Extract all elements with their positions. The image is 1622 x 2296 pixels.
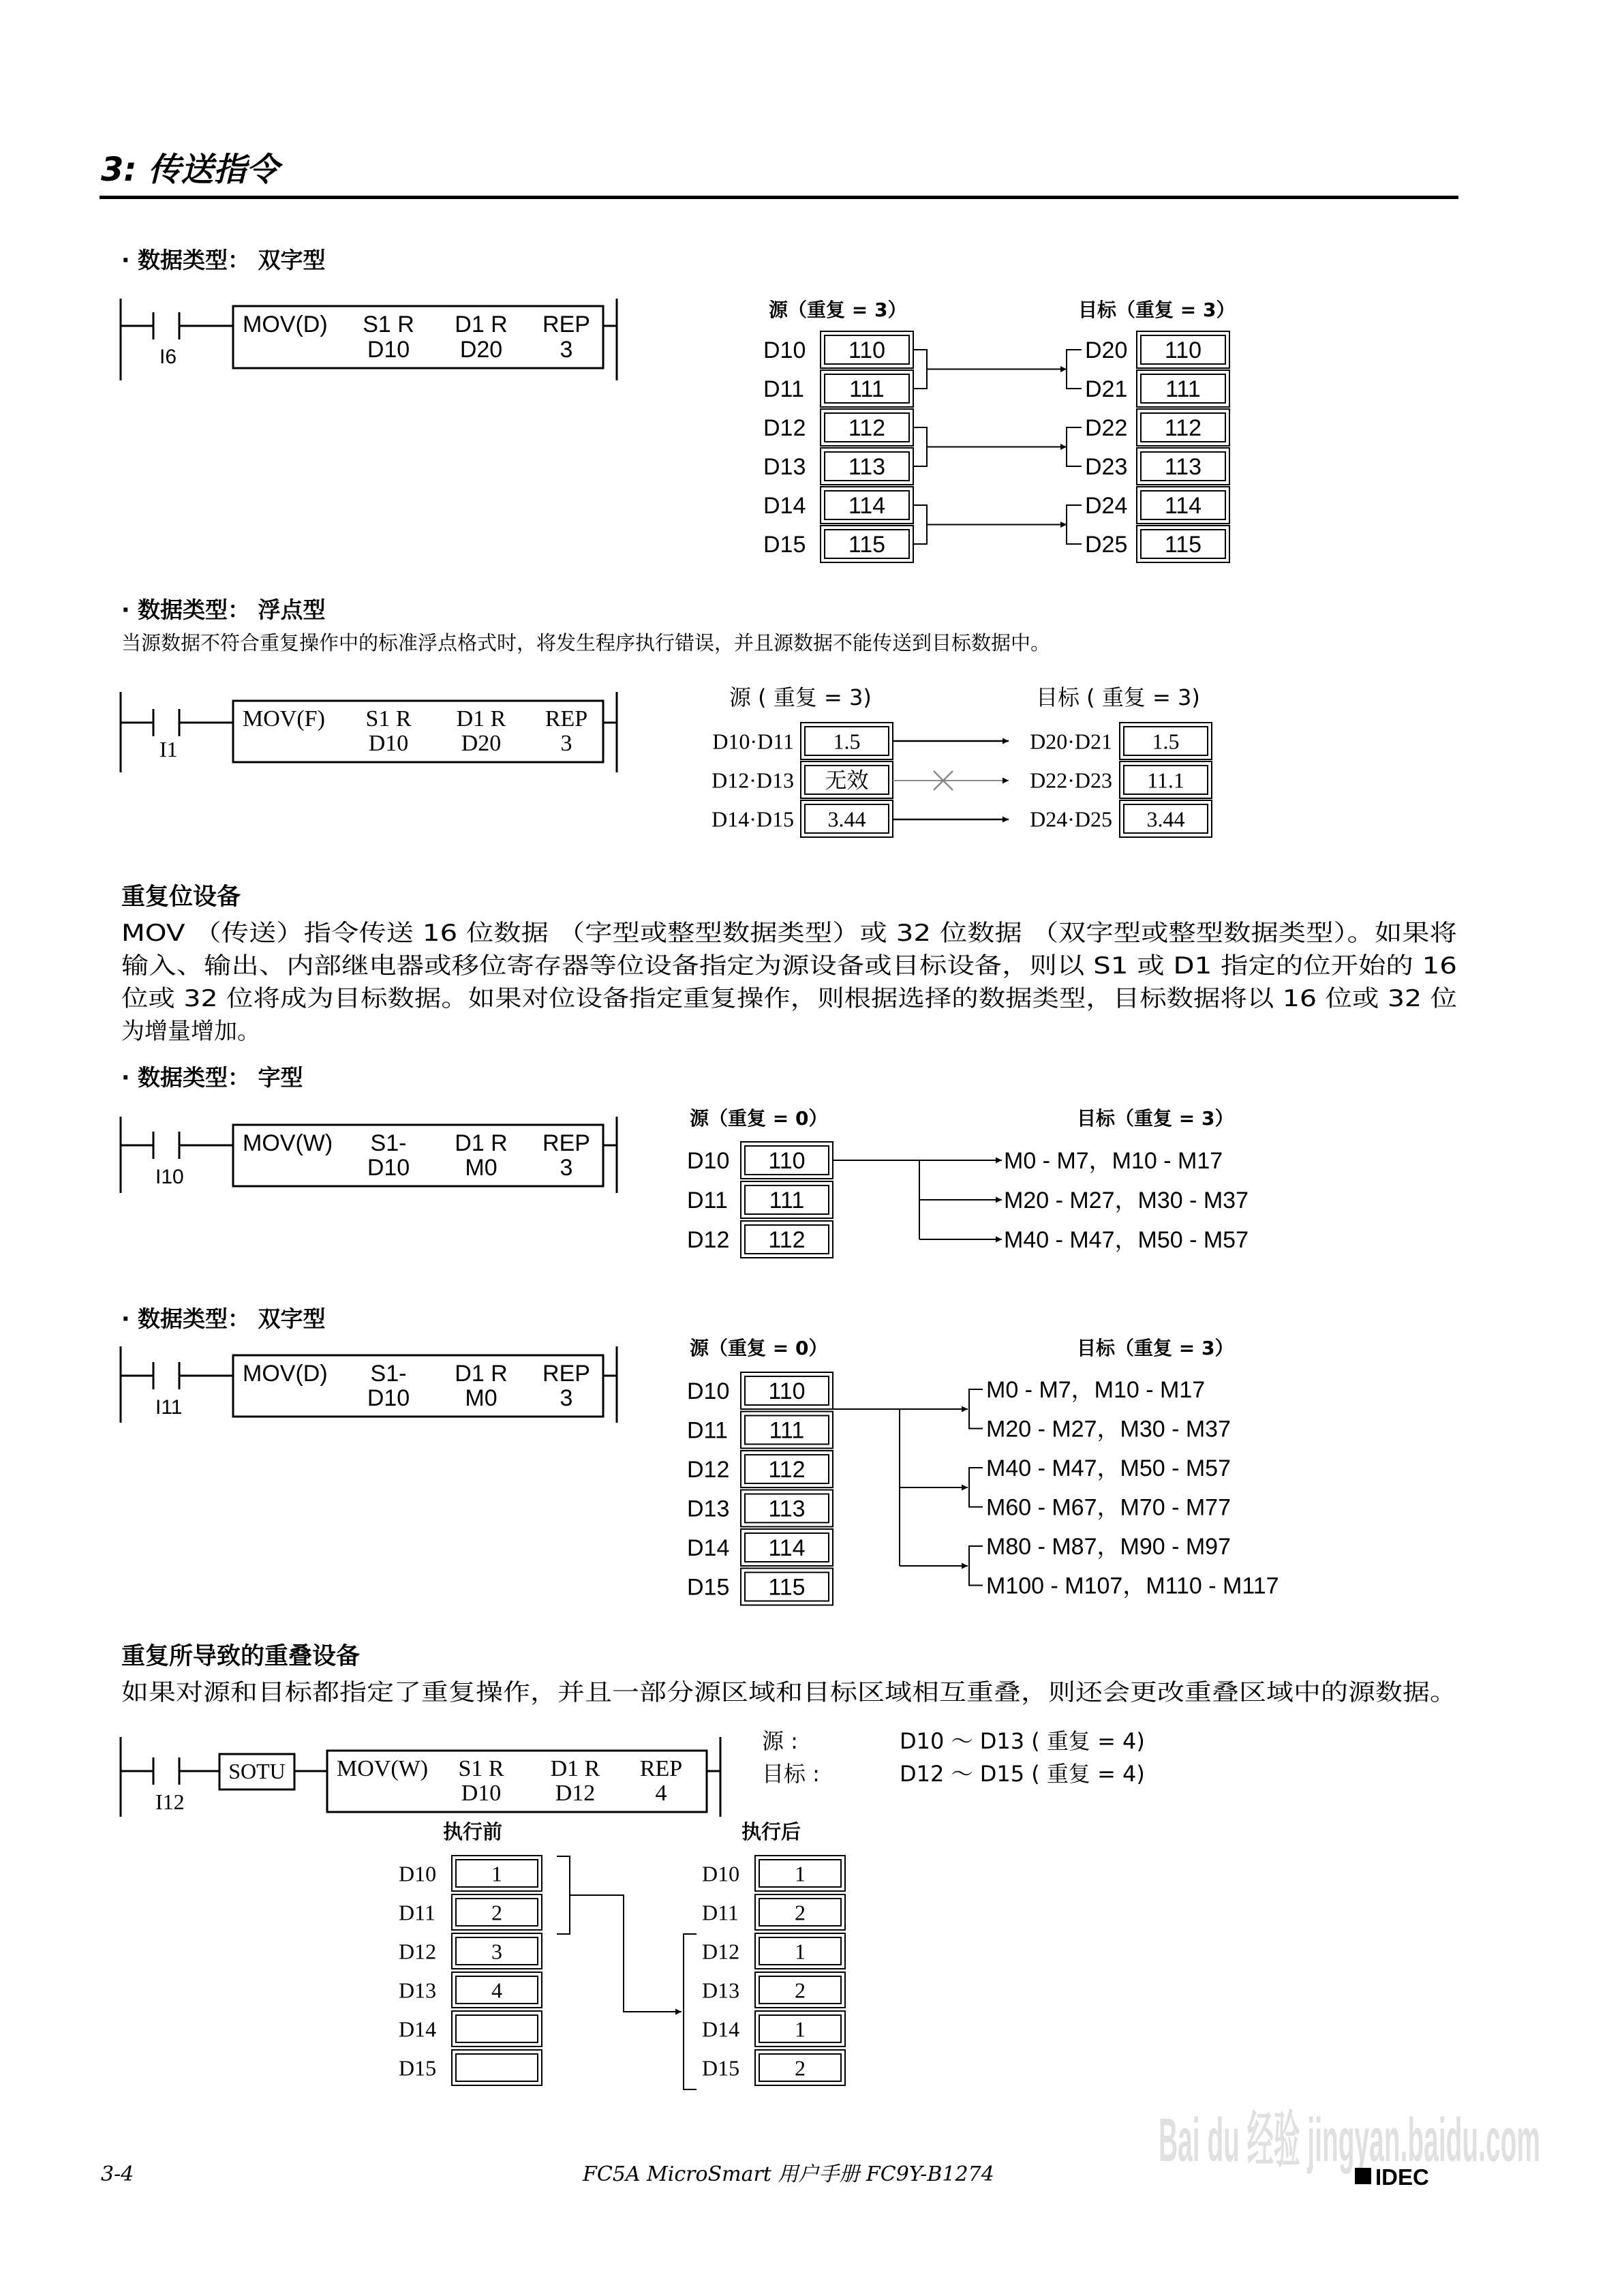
- sec4-dest-range: M0 - M7，M10 - M17: [1004, 1148, 1223, 1174]
- sec2-op3-b: 3: [560, 731, 572, 756]
- sec4-dest-range: M20 - M27，M30 - M37: [1004, 1188, 1249, 1213]
- sec2-dst-title: 目标 ( 重复 = 3): [1036, 684, 1200, 710]
- after-row: [702, 1856, 845, 1891]
- sec2-dst-row: [1030, 800, 1212, 837]
- sec4-src-row: [687, 1181, 833, 1218]
- sec1-dst-register-value: 114: [1164, 493, 1202, 519]
- sec1-src-register-label: D11: [763, 376, 804, 403]
- sec1-op1-a: S1 R: [363, 312, 414, 337]
- sec4-op2-a: D1 R: [455, 1130, 508, 1156]
- sec2-ladder-diagram: [121, 692, 617, 772]
- sec6-heading: 重复所导致的重叠设备: [121, 1643, 361, 1670]
- sec1-dst-register-label: D21: [1085, 376, 1128, 403]
- sec2-dst-register-label: D22·D23: [1030, 768, 1112, 793]
- page-number: 3-4: [101, 2162, 134, 2186]
- sec1-dst-register-label: D25: [1085, 532, 1128, 558]
- sec1-dst-register-label: D20: [1085, 337, 1128, 364]
- sec3-para-line-3: 位或 32 位将成为目标数据。如果对位设备指定重复操作，则根据选择的数据类型，目标数据将以 16 位或 32 位: [121, 985, 1457, 1012]
- sec5-op1-b: D10: [367, 1385, 410, 1411]
- sec1-heading: · 数据类型： 双字型: [121, 247, 326, 273]
- sec5-dest-range: M40 - M47，M50 - M57: [986, 1455, 1231, 1481]
- before-cell-outer: [452, 2050, 542, 2085]
- sec5-ladder-diagram: [121, 1346, 617, 1423]
- sec2-heading: · 数据类型： 浮点型: [121, 596, 326, 623]
- sec1-dst-row: [1085, 487, 1229, 524]
- sec5-src-register-label: D14: [687, 1535, 730, 1562]
- sec1-src-register-value: 112: [848, 415, 886, 442]
- before-register-label: D13: [399, 1978, 437, 2003]
- sec2-src-register-value: 3.44: [827, 806, 866, 832]
- sec1-transfer-arrows: [913, 350, 1082, 544]
- sec1-op3-b: 3: [560, 337, 573, 363]
- sec1-src-row: [763, 487, 913, 524]
- sec4-ladder-diagram: [121, 1117, 617, 1193]
- sec3-para-line-4: 为增量增加。: [121, 1018, 260, 1045]
- after-table: [702, 1856, 845, 2085]
- sec5-src-title: 源（重复 = 0）: [690, 1337, 828, 1359]
- sec5-input-label: I11: [155, 1396, 183, 1419]
- after-register-value: 2: [795, 1900, 806, 1925]
- sec1-src-register-value: 111: [849, 376, 885, 403]
- sec1-dst-register-label: D23: [1085, 454, 1128, 481]
- sec1-dst-register-label: D22: [1085, 415, 1128, 442]
- sec2-op1-b: D10: [368, 731, 409, 756]
- sec2-dst-register-value: 1.5: [1152, 729, 1180, 754]
- sec1-src-register-label: D12: [763, 415, 806, 442]
- sec6-para: 如果对源和目标都指定了重复操作，并且一部分源区域和目标区域相互重叠，则还会更改重叠区域中的源数据。: [121, 1679, 1457, 1706]
- sec5-src-register-label: D12: [687, 1457, 730, 1483]
- sec5-op2-a: D1 R: [455, 1361, 508, 1387]
- before-register-label: D15: [399, 2055, 437, 2081]
- sec1-dst-row: [1085, 409, 1229, 446]
- sec5-src-register-label: D13: [687, 1496, 730, 1522]
- after-register-value: 2: [795, 2055, 806, 2081]
- sec2-transfer-arrows: [893, 741, 1009, 819]
- sec1-dest-table: [1085, 331, 1229, 562]
- sec5-dest-range: M60 - M67，M70 - M77: [986, 1494, 1231, 1521]
- sec5-op3-b: 3: [560, 1385, 573, 1411]
- sec6-op: MOV(W): [337, 1756, 429, 1781]
- sec2-src-register-value: 1.5: [833, 729, 861, 754]
- before-cell-outer: [452, 2011, 542, 2046]
- sec5-src-register-label: D11: [687, 1417, 728, 1444]
- sec2-dst-row: [1030, 723, 1212, 759]
- sec6-op3-b: 4: [655, 1781, 667, 1806]
- sec5-heading: · 数据类型： 双字型: [121, 1305, 326, 1332]
- sec5-src-row: [687, 1451, 833, 1487]
- sec3-para-line-2: 输入、输出、内部继电器或移位寄存器等位设备指定为源设备或目标设备，则以 S1 或 D1 指定的位开始的 16: [121, 952, 1457, 980]
- sec5-dest-range: M20 - M27，M30 - M37: [986, 1416, 1231, 1442]
- after-register-label: D12: [702, 1939, 740, 1964]
- after-row: [702, 2011, 845, 2046]
- sec4-transfer-arrows: [833, 1160, 1002, 1239]
- sec1-src-row: [763, 448, 913, 485]
- sec4-src-register-value: 111: [769, 1188, 805, 1214]
- sec4-src-register-label: D10: [687, 1148, 730, 1175]
- after-row: [702, 2050, 845, 2085]
- sec2-src-row: [711, 761, 893, 798]
- after-register-value: 2: [795, 1978, 806, 2003]
- sec1-dst-register-label: D24: [1085, 493, 1128, 519]
- baidu-watermark: Bai du 经验 jingyan.baidu.com: [1159, 2106, 1540, 2175]
- sec1-op1-b: D10: [367, 337, 410, 363]
- sec1-op: MOV(D): [243, 312, 328, 337]
- sec1-src-row: [763, 526, 913, 562]
- after-register-label: D13: [702, 1978, 740, 2003]
- sec4-op2-b: M0: [465, 1155, 498, 1181]
- sec4-input-label: I10: [155, 1166, 184, 1188]
- after-row: [702, 1972, 845, 2008]
- sec2-op: MOV(F): [243, 706, 325, 731]
- header-rule: [100, 196, 1458, 199]
- before-register-label: D11: [399, 1900, 435, 1925]
- after-register-label: D14: [702, 2016, 740, 2042]
- sec2-src-title: 源 ( 重复 = 3): [729, 684, 872, 710]
- overlap-arrow: [557, 1856, 697, 2089]
- before-row: [399, 1856, 542, 1891]
- sec1-dst-row: [1085, 370, 1229, 407]
- sec4-heading: · 数据类型： 字型: [121, 1064, 303, 1091]
- before-row: [399, 1894, 542, 1930]
- sec1-dst-title: 目标（重复 = 3）: [1078, 299, 1236, 321]
- sec6-info-dst-value: D12 ～ D15 ( 重复 = 4): [900, 1761, 1145, 1787]
- after-row: [702, 1933, 845, 1969]
- sec5-transfer-arrows: [833, 1409, 968, 1566]
- sec1-src-register-value: 113: [848, 454, 886, 481]
- sec2-op1-a: S1 R: [365, 706, 412, 731]
- sec5-src-register-value: 113: [768, 1496, 806, 1522]
- sec4-op1-b: D10: [367, 1155, 410, 1181]
- before-register-label: D14: [399, 2016, 437, 2042]
- sec1-src-register-label: D13: [763, 454, 806, 481]
- sec1-dst-row: [1085, 448, 1229, 485]
- sec1-src-row: [763, 409, 913, 446]
- sec2-src-register-label: D12·D13: [711, 768, 794, 793]
- sec1-dst-register-value: 115: [1164, 532, 1202, 558]
- before-table: [399, 1856, 542, 2085]
- sec1-src-row: [763, 370, 913, 407]
- sec5-dest-ranges: [969, 1377, 1279, 1599]
- sec5-src-row: [687, 1372, 833, 1409]
- sec4-dst-title: 目标（重复 = 3）: [1077, 1107, 1234, 1130]
- sec2-note: 当源数据不符合重复操作中的标准浮点格式时，将发生程序执行错误，并且源数据不能传送到目标数据中。: [121, 631, 1051, 654]
- sec6-op1-a: S1 R: [458, 1756, 504, 1781]
- sec6-info-src-label: 源 :: [762, 1728, 798, 1754]
- sec4-op1-a: S1-: [370, 1130, 407, 1156]
- sec1-op2-a: D1 R: [455, 312, 508, 337]
- sec1-src-register-label: D14: [763, 493, 806, 519]
- sec3-para-line-1: MOV （传送）指令传送 16 位数据 （字型或整型数据类型）或 32 位数据 （双字型或整型数据类型）。如果将: [121, 920, 1457, 947]
- sec2-dst-register-value: 3.44: [1146, 806, 1185, 832]
- before-register-value: 1: [491, 1861, 502, 1886]
- sec4-op3-b: 3: [560, 1155, 573, 1181]
- sec4-src-row: [687, 1142, 833, 1179]
- after-register-value: 1: [795, 1861, 806, 1886]
- sec2-dst-register-label: D20·D21: [1030, 729, 1112, 754]
- sec4-op: MOV(W): [243, 1130, 333, 1156]
- sec4-src-title: 源（重复 = 0）: [690, 1107, 828, 1130]
- sec5-op: MOV(D): [243, 1361, 328, 1387]
- sec5-dest-range: M0 - M7，M10 - M17: [986, 1377, 1206, 1403]
- sec6-op1-b: D10: [461, 1781, 502, 1806]
- sec5-op1-a: S1-: [370, 1361, 407, 1387]
- after-register-label: D10: [702, 1861, 740, 1886]
- after-title: 执行后: [741, 1820, 801, 1843]
- sec5-src-register-value: 110: [768, 1378, 806, 1405]
- sec6-op2-b: D12: [555, 1781, 596, 1806]
- before-row: [399, 2011, 542, 2046]
- sec6-ladder-diagram: [121, 1737, 720, 1817]
- before-row: [399, 1972, 542, 2008]
- sec2-dst-row: [1030, 761, 1212, 798]
- sec1-source-table: [763, 331, 913, 562]
- sec5-src-row: [687, 1412, 833, 1449]
- sec2-dst-register-label: D24·D25: [1030, 806, 1112, 832]
- sec3-heading: 重复位设备: [121, 883, 241, 911]
- sec5-dest-range: M80 - M87，M90 - M97: [986, 1534, 1231, 1560]
- sec4-dest-ranges: [1004, 1148, 1249, 1253]
- sec4-dest-range: M40 - M47，M50 - M57: [1004, 1227, 1249, 1253]
- sec1-src-register-value: 114: [848, 493, 886, 519]
- sec5-src-register-label: D15: [687, 1574, 730, 1601]
- after-register-label: D15: [702, 2055, 740, 2081]
- sec6-info-dst-label: 目标 :: [762, 1761, 820, 1787]
- sec1-dst-row: [1085, 331, 1229, 368]
- idec-logo-text: IDEC: [1375, 2164, 1429, 2190]
- after-row: [702, 1894, 845, 1930]
- sec5-src-register-label: D10: [687, 1378, 730, 1405]
- sec6-op2-a: D1 R: [550, 1756, 600, 1781]
- sec1-src-register-label: D10: [763, 337, 806, 364]
- sec4-src-register-label: D12: [687, 1227, 730, 1254]
- manual-title: FC5A MicroSmart 用户手册 FC9Y-B1274: [583, 2162, 994, 2186]
- sec1-src-row: [763, 331, 913, 368]
- sec4-src-register-value: 110: [768, 1148, 806, 1175]
- sec1-src-register-value: 110: [848, 337, 886, 364]
- sec2-op3-a: REP: [545, 706, 588, 731]
- sec4-src-register-label: D11: [687, 1188, 728, 1214]
- sec1-op2-b: D20: [459, 337, 503, 363]
- sotu-box: SOTU: [228, 1759, 286, 1783]
- sec4-source-table: [687, 1142, 833, 1258]
- sec1-op3-a: REP: [542, 312, 590, 337]
- sec2-src-register-label: D10·D11: [712, 729, 794, 754]
- sec1-dst-row: [1085, 526, 1229, 562]
- sec1-dst-register-value: 113: [1164, 454, 1202, 481]
- sec5-src-register-value: 111: [769, 1417, 805, 1444]
- sec6-info-src-value: D10 ～ D13 ( 重复 = 4): [900, 1728, 1145, 1754]
- before-row: [399, 2050, 542, 2085]
- after-register-value: 1: [795, 1939, 806, 1964]
- before-register-value: 4: [491, 1978, 502, 2003]
- sec5-op3-a: REP: [542, 1361, 590, 1387]
- sec2-op2-a: D1 R: [456, 706, 506, 731]
- before-row: [399, 1933, 542, 1969]
- sec1-src-title: 源（重复 = 3）: [769, 299, 907, 321]
- sec5-source-table: [687, 1372, 833, 1605]
- before-title: 执行前: [443, 1820, 503, 1843]
- sec1-input-label: I6: [159, 346, 177, 368]
- sec5-src-register-value: 112: [768, 1457, 806, 1483]
- sec4-op3-a: REP: [542, 1130, 590, 1156]
- sec4-src-register-value: 112: [768, 1227, 806, 1254]
- sec2-source-table: [711, 723, 893, 837]
- sec2-dest-table: [1030, 723, 1212, 837]
- sec5-dest-range: M100 - M107，M110 - M117: [986, 1573, 1279, 1599]
- chapter-title: 3: 传送指令: [101, 151, 279, 189]
- sec2-src-row: [711, 800, 893, 837]
- sec2-src-register-label: D14·D15: [711, 806, 794, 832]
- sec1-src-register-value: 115: [848, 532, 886, 558]
- sec6-op3-a: REP: [639, 1756, 683, 1781]
- sec5-dst-title: 目标（重复 = 3）: [1077, 1337, 1234, 1359]
- sec1-dst-register-value: 110: [1164, 337, 1202, 364]
- sec2-dst-register-value: 11.1: [1147, 768, 1184, 793]
- after-register-label: D11: [702, 1900, 739, 1925]
- after-register-value: 1: [795, 2016, 806, 2042]
- sec2-op2-b: D20: [461, 731, 502, 756]
- sec2-input-label: I1: [159, 737, 178, 761]
- sec1-dst-register-value: 112: [1164, 415, 1202, 442]
- sec1-dst-register-value: 111: [1165, 376, 1201, 403]
- sec5-src-register-value: 115: [768, 1574, 806, 1601]
- sec6-input-label: I12: [155, 1789, 185, 1814]
- sec1-ladder-diagram: [121, 299, 617, 380]
- sec5-src-row: [687, 1569, 833, 1605]
- sec4-src-row: [687, 1221, 833, 1258]
- sec5-src-register-value: 114: [768, 1535, 806, 1562]
- before-register-value: 2: [491, 1900, 502, 1925]
- sec5-src-row: [687, 1529, 833, 1566]
- sec5-op2-b: M0: [465, 1385, 498, 1411]
- before-register-value: 3: [491, 1939, 502, 1964]
- sec2-src-row: [712, 723, 893, 759]
- before-register-label: D10: [399, 1861, 437, 1886]
- sec1-src-register-label: D15: [763, 532, 806, 558]
- sec2-src-register-value: 无效: [825, 768, 869, 793]
- before-register-label: D12: [399, 1939, 437, 1964]
- sec5-src-row: [687, 1490, 833, 1527]
